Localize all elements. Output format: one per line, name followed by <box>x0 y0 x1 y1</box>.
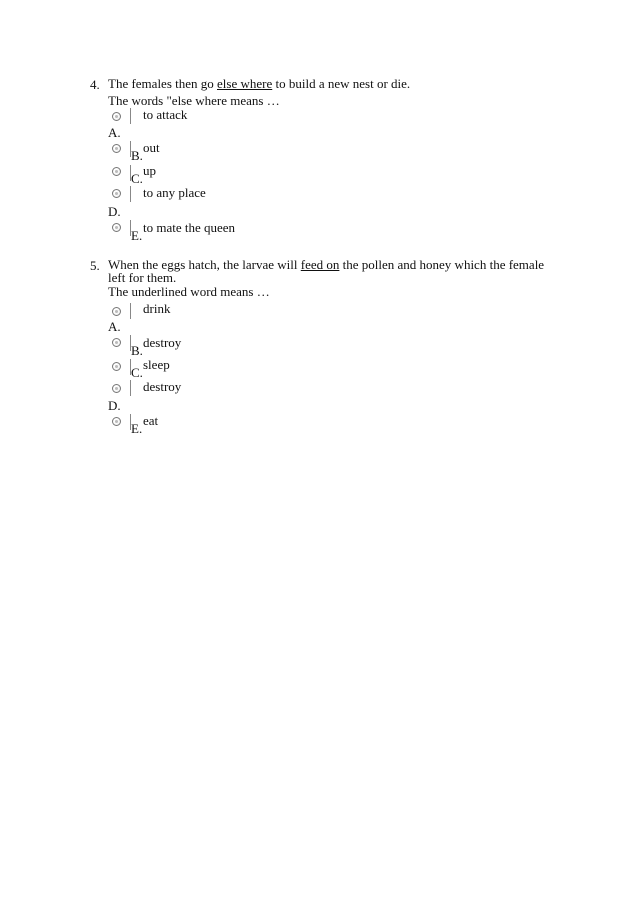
question-stem: When the eggs hatch, the larvae will feed on the pollen and honey which the female <box>108 257 545 272</box>
option-d-letter: D. <box>108 398 121 413</box>
option-a-letter: A. <box>108 125 121 140</box>
radio-option-d[interactable] <box>112 189 121 198</box>
radio-option-d[interactable] <box>112 384 121 393</box>
option-e-letter: E. <box>131 421 143 436</box>
question-number: 4. <box>90 77 100 92</box>
option-b-text: destroy <box>143 335 182 350</box>
option-c-letter: C. <box>131 171 143 186</box>
radio-option-a[interactable] <box>112 307 121 316</box>
radio-option-e[interactable] <box>112 223 121 232</box>
underlined-phrase: else where <box>217 76 273 91</box>
question-number: 5. <box>90 258 100 273</box>
option-c-letter: C. <box>131 365 143 380</box>
option-c-text: up <box>143 163 156 178</box>
underlined-phrase: feed on <box>300 257 340 272</box>
option-b-letter: B. <box>131 343 143 358</box>
option-d-letter: D. <box>108 204 121 219</box>
option-divider <box>130 186 131 202</box>
radio-option-b[interactable] <box>112 144 121 153</box>
option-a-letter: A. <box>108 319 121 334</box>
option-b-text: out <box>143 140 160 155</box>
option-e-text: eat <box>143 413 159 428</box>
option-c-text: sleep <box>143 357 170 372</box>
option-divider <box>130 108 131 124</box>
option-e-letter: E. <box>131 228 143 243</box>
question-stem-line2: left for them. <box>108 270 177 285</box>
radio-option-b[interactable] <box>112 338 121 347</box>
option-b-letter: B. <box>131 148 143 163</box>
option-d-text: to any place <box>143 185 206 200</box>
question-prompt: The words "else where means … <box>108 93 280 108</box>
option-a-text: drink <box>143 301 171 316</box>
radio-option-c[interactable] <box>112 167 121 176</box>
option-e-text: to mate the queen <box>143 220 236 235</box>
question-stem: The females then go else where to build a new nest or die. <box>108 76 411 91</box>
radio-option-e[interactable] <box>112 417 121 426</box>
option-d-text: destroy <box>143 379 182 394</box>
option-a-text: to attack <box>143 107 188 122</box>
option-divider <box>130 303 131 319</box>
option-divider <box>130 380 131 396</box>
radio-option-c[interactable] <box>112 362 121 371</box>
radio-option-a[interactable] <box>112 112 121 121</box>
question-prompt: The underlined word means … <box>108 284 270 299</box>
